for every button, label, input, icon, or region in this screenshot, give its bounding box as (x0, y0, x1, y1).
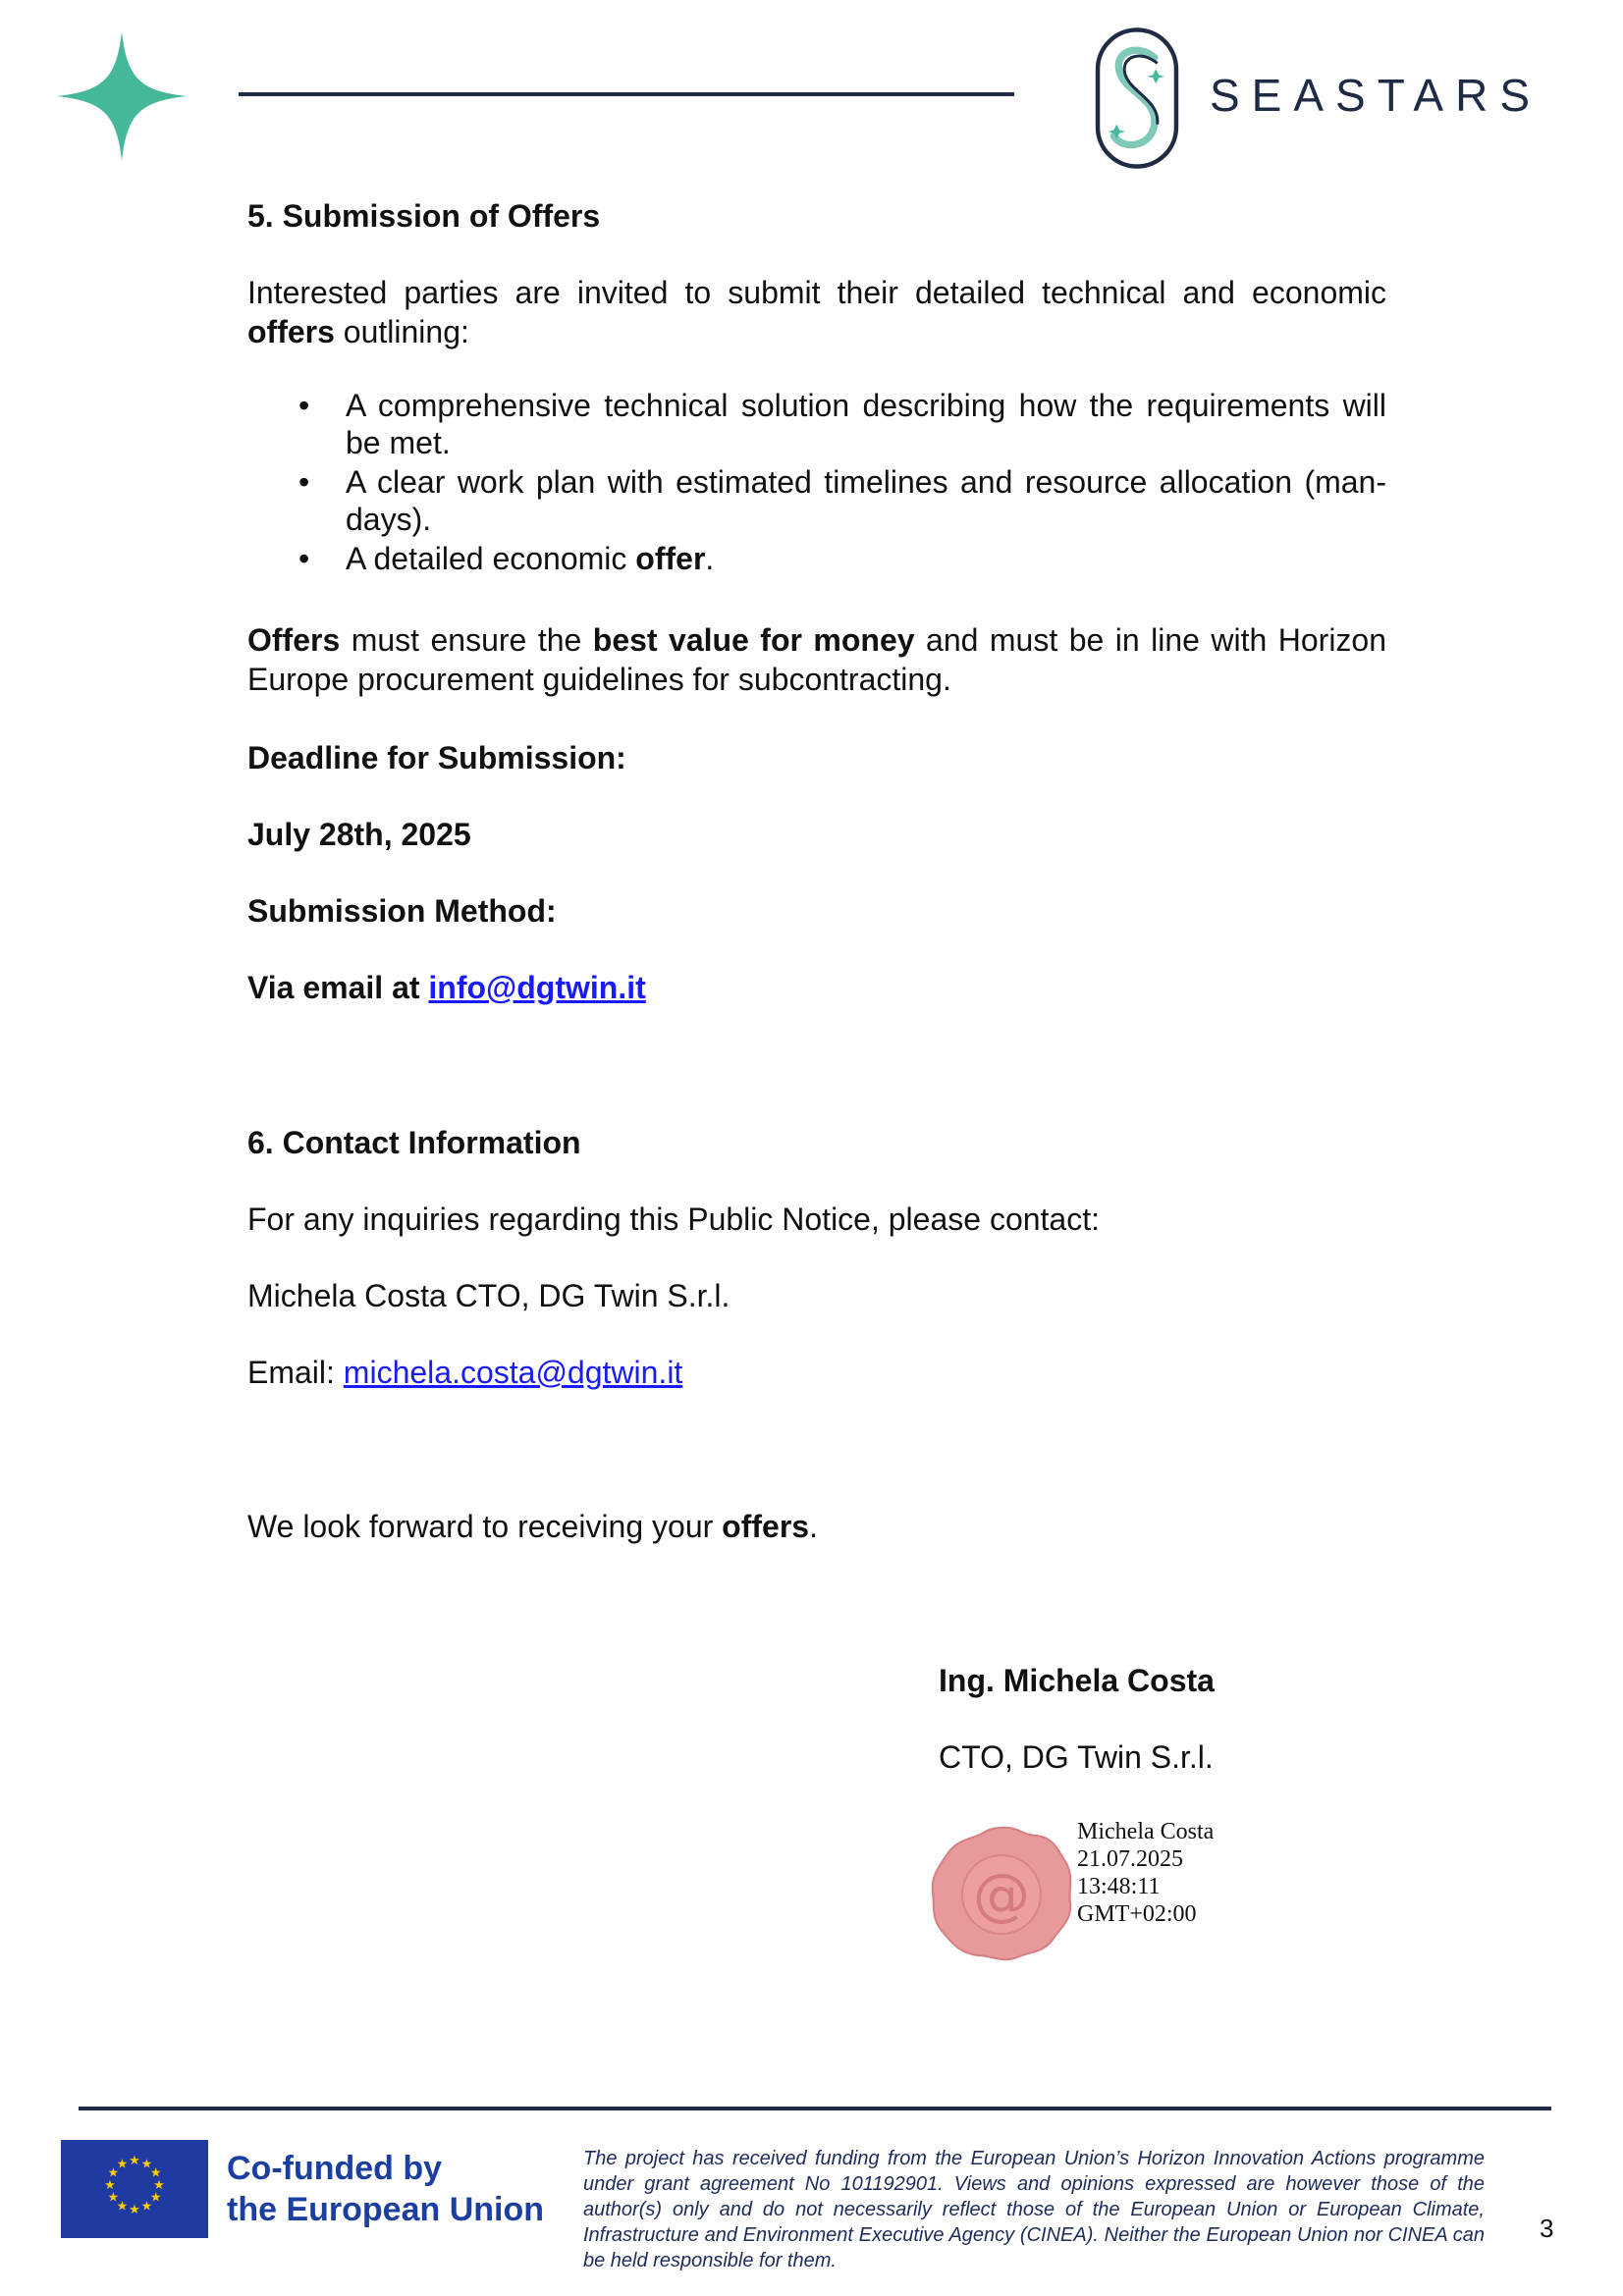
deadline-label: Deadline for Submission: (247, 740, 626, 775)
list-item-text: A clear work plan with estimated timelines and resource allocation (man-days). (346, 464, 1386, 537)
seastars-emblem-icon (1092, 26, 1182, 171)
digital-signature-stamp (1077, 1818, 1214, 1928)
page-number: 3 (1540, 2214, 1554, 2243)
svg-text:★: ★ (116, 2199, 129, 2215)
value-text-2: and must be in line with Horizon Europe procurement guidelines for subcontracting. (247, 622, 1387, 697)
svg-text:★: ★ (149, 2165, 162, 2181)
value-bold-1: Offers (247, 622, 341, 658)
stamp-name: Michela Costa (1077, 1819, 1215, 1844)
intro-end: outlining: (334, 314, 469, 349)
list-item-text: A comprehensive technical solution describing how the requirements will be met. (346, 388, 1386, 460)
closing-line (247, 1507, 1386, 1546)
list-item (247, 540, 1386, 577)
offer-requirements-list (247, 387, 1386, 579)
svg-text:★: ★ (129, 2154, 140, 2168)
method-label: Submission Method: (247, 893, 557, 929)
submission-email-link[interactable]: info@dgtwin.it (428, 970, 646, 1005)
funding-disclaimer: The project has received funding from the European Union’s Horizon Innovation Actions programme under grant agreement No 101192901. Views and opinions expressed are however those of the author(s) only and do not necessarily reflect those of the European Union or European Climate, Infrastructure and Environment Executive Agency (CINEA). Neither the European Union nor CINEA can be held responsible for them. (583, 2148, 1485, 2271)
svg-text:★: ★ (153, 2178, 165, 2193)
intro-bold: offers (247, 314, 335, 349)
header-rule (239, 92, 1014, 96)
contact-name: Michela Costa CTO, DG Twin S.r.l. (247, 1278, 730, 1313)
submission-method (247, 968, 1386, 1007)
brand-name: SEASTARS (1210, 70, 1542, 121)
email-label: Email: (247, 1355, 344, 1390)
bullet-icon: • (298, 388, 310, 423)
svg-text:★: ★ (107, 2165, 120, 2181)
eu-flag-icon (61, 2140, 208, 2238)
signatory-title: CTO, DG Twin S.r.l. (939, 1739, 1214, 1775)
cofunded-line-2: the European Union (227, 2191, 544, 2228)
value-text-1: must ensure the (340, 622, 593, 658)
svg-text:★: ★ (140, 2199, 153, 2215)
deadline-date: July 28th, 2025 (247, 817, 471, 852)
list-item-text: A detailed economic (346, 541, 636, 576)
list-item-bold: offer (635, 541, 706, 576)
value-for-money-paragraph (247, 620, 1386, 699)
closing-end: . (809, 1509, 818, 1544)
svg-text:★: ★ (149, 2190, 162, 2206)
cofunded-label (227, 2148, 544, 2230)
signatory-name: Ing. Michela Costa (939, 1663, 1215, 1698)
cofunded-line-1: Co-funded by (227, 2150, 443, 2187)
section-5-intro (247, 273, 1386, 351)
contact-email-link[interactable]: michela.costa@dgtwin.it (343, 1355, 683, 1390)
stamp-time: 13:48:11 (1077, 1874, 1161, 1899)
svg-text:★: ★ (140, 2157, 153, 2172)
svg-text:★: ★ (104, 2178, 116, 2193)
intro-text: Interested parties are invited to submit their detailed technical and economic (247, 275, 1386, 310)
svg-text:★: ★ (107, 2190, 120, 2206)
list-item (247, 463, 1386, 538)
svg-text:★: ★ (116, 2157, 129, 2172)
seal-glyph: @ (973, 1861, 1030, 1928)
closing-text: We look forward to receiving your (247, 1509, 723, 1544)
svg-text:★: ★ (129, 2203, 140, 2217)
closing-bold: offers (722, 1509, 810, 1544)
stamp-date: 21.07.2025 (1077, 1846, 1183, 1872)
bullet-icon: • (298, 541, 310, 576)
method-prefix: Via email at (247, 970, 429, 1005)
bullet-icon: • (298, 464, 310, 500)
section-5-heading: 5. Submission of Offers (247, 198, 601, 234)
star-logo-icon (57, 31, 187, 161)
list-item-end: . (705, 541, 715, 576)
footer-rule (79, 2107, 1551, 2110)
section-6-heading: 6. Contact Information (247, 1125, 581, 1160)
list-item (247, 387, 1386, 461)
stamp-timezone: GMT+02:00 (1077, 1901, 1197, 1927)
wax-seal-icon (927, 1824, 1074, 1961)
value-bold-2: best value for money (592, 622, 915, 658)
inquiries-text: For any inquiries regarding this Public Notice, please contact: (247, 1201, 1100, 1237)
contact-email (247, 1353, 1386, 1392)
